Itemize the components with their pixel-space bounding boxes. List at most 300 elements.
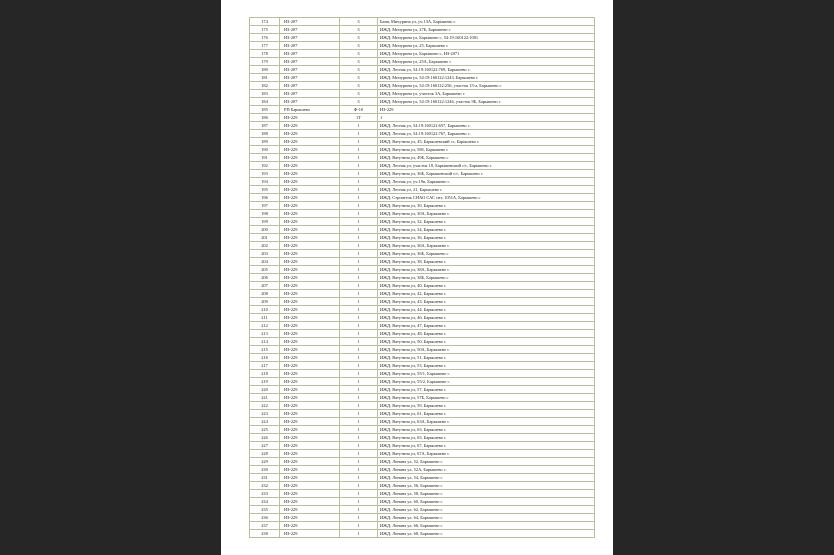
- section-cell: 1: [340, 210, 378, 218]
- section-cell: 3: [340, 18, 378, 26]
- table-row: [250, 154, 595, 162]
- table-row: [250, 210, 595, 218]
- feeder-cell: НЗ-229: [280, 426, 340, 434]
- section-cell: 3: [340, 74, 378, 82]
- row-number-cell: 176: [250, 34, 280, 42]
- row-number-cell: 219: [250, 378, 280, 386]
- feeder-cell: НЗ-229: [280, 354, 340, 362]
- table-row: [250, 394, 595, 402]
- address-cell: ИЖД, Ватутина ул, 50, Барышево с: [378, 338, 595, 346]
- feeder-cell: НЗ-229: [280, 346, 340, 354]
- address-cell: ИЖД, Ватутина ул, 55/1, Барышево с: [378, 370, 595, 378]
- feeder-cell: НЗ-229: [280, 122, 340, 130]
- table-row: [250, 258, 595, 266]
- section-cell: 1: [340, 306, 378, 314]
- feeder-cell: НЗ-229: [280, 506, 340, 514]
- feeder-cell: НЗ-229: [280, 114, 340, 122]
- table-row: [250, 314, 595, 322]
- row-number-cell: 193: [250, 170, 280, 178]
- feeder-cell: НЗ-229: [280, 274, 340, 282]
- table-row: [250, 170, 595, 178]
- data-table: [249, 17, 595, 538]
- table-row: [250, 274, 595, 282]
- table-row: [250, 114, 595, 122]
- address-cell: ИЖД, Мичурина ул, участок 3А, Барышево с: [378, 90, 595, 98]
- feeder-cell: НЗ-229: [280, 394, 340, 402]
- address-cell: ИЖД, Ватутина ул, 58б, Барышево с: [378, 146, 595, 154]
- address-cell: ИЖД, Ватутина ул, 34, Барышево с: [378, 226, 595, 234]
- row-number-cell: 229: [250, 458, 280, 466]
- table-row: [250, 122, 595, 130]
- section-cell: 1: [340, 130, 378, 138]
- table-row: [250, 362, 595, 370]
- address-cell: ИЖД, Ватутина ул, 63, Барышево с: [378, 426, 595, 434]
- row-number-cell: 174: [250, 18, 280, 26]
- feeder-cell: НЗ-229: [280, 386, 340, 394]
- address-cell: ИЖД, Ленина ул, 60, Барышево с: [378, 498, 595, 506]
- section-cell: 1: [340, 514, 378, 522]
- table-row: [250, 434, 595, 442]
- section-cell: 1: [340, 418, 378, 426]
- table-row: [250, 282, 595, 290]
- address-cell: ИЖД, Ватутина ул, 36А, Барышево с: [378, 242, 595, 250]
- table-row: [250, 418, 595, 426]
- address-cell: ИЖД, Ватутина ул, 57, Барышево с: [378, 386, 595, 394]
- table-row: [250, 194, 595, 202]
- row-number-cell: 203: [250, 250, 280, 258]
- feeder-cell: НЗ-207: [280, 66, 340, 74]
- table-row: [250, 370, 595, 378]
- feeder-cell: НЗ-207: [280, 26, 340, 34]
- section-cell: 3: [340, 26, 378, 34]
- address-cell: ИЖД, Ленина ул, 54, Барышево с: [378, 474, 595, 482]
- section-cell: 1: [340, 258, 378, 266]
- row-number-cell: 232: [250, 482, 280, 490]
- table-row: [250, 466, 595, 474]
- address-cell: ИЖД, Ватутина ул, 53, Барышево с: [378, 362, 595, 370]
- section-cell: 1: [340, 146, 378, 154]
- table-row: [250, 178, 595, 186]
- row-number-cell: 201: [250, 234, 280, 242]
- table-row: [250, 50, 595, 58]
- table-row: [250, 522, 595, 530]
- address-cell: ИЖД, Строитель СНАО САС снт, 1051А, Барышево с: [378, 194, 595, 202]
- feeder-cell: НЗ-229: [280, 138, 340, 146]
- address-cell: ИЖД, Ватутина ул, 67, Барышево с: [378, 442, 595, 450]
- table-row: [250, 338, 595, 346]
- table-row: [250, 266, 595, 274]
- section-cell: 1: [340, 298, 378, 306]
- section-cell: 3: [340, 98, 378, 106]
- feeder-cell: НЗ-207: [280, 50, 340, 58]
- row-number-cell: 236: [250, 514, 280, 522]
- row-number-cell: 206: [250, 274, 280, 282]
- table-row: [250, 458, 595, 466]
- section-cell: 1Т: [340, 114, 378, 122]
- address-cell: ИЖД, Ватутина ул, 57Б, Барышево с: [378, 394, 595, 402]
- address-cell: ИЖД, Ватутина ул, 48, Барышево с: [378, 330, 595, 338]
- section-cell: 1: [340, 434, 378, 442]
- table-row: [250, 442, 595, 450]
- section-cell: 1: [340, 226, 378, 234]
- table-row: [250, 298, 595, 306]
- row-number-cell: 182: [250, 82, 280, 90]
- section-cell: 1: [340, 346, 378, 354]
- table-row: [250, 530, 595, 538]
- table-row: [250, 322, 595, 330]
- address-cell: ИЖД, Мичурина ул, 54:19:160122:256, участок 15-а, Барышево с: [378, 82, 595, 90]
- table-row: [250, 146, 595, 154]
- section-cell: 1: [340, 426, 378, 434]
- section-cell: 1: [340, 218, 378, 226]
- section-cell: 1: [340, 162, 378, 170]
- feeder-cell: НЗ-229: [280, 458, 340, 466]
- address-cell: ИЖД, Ватутина ул, 67А, Барышево с: [378, 450, 595, 458]
- row-number-cell: 212: [250, 322, 280, 330]
- feeder-cell: НЗ-229: [280, 330, 340, 338]
- row-number-cell: 220: [250, 386, 280, 394]
- table-row: [250, 162, 595, 170]
- row-number-cell: 230: [250, 466, 280, 474]
- address-cell: ИЖД, Ватутина ул, 38Б, Барышево с: [378, 274, 595, 282]
- address-cell: ИЖД, Ватутина ул, 32, Барышево с: [378, 218, 595, 226]
- table-row: [250, 250, 595, 258]
- feeder-cell: НЗ-229: [280, 218, 340, 226]
- address-cell: ИЖД, Ленина ул, 56, Барышево с: [378, 482, 595, 490]
- feeder-cell: НЗ-207: [280, 34, 340, 42]
- address-cell: ИЖД, Ватутина ул, 30А, Барышево с: [378, 210, 595, 218]
- row-number-cell: 179: [250, 58, 280, 66]
- section-cell: 1: [340, 170, 378, 178]
- section-cell: 1: [340, 154, 378, 162]
- feeder-cell: НЗ-207: [280, 58, 340, 66]
- feeder-cell: НЗ-207: [280, 98, 340, 106]
- section-cell: 1: [340, 314, 378, 322]
- feeder-cell: НЗ-229: [280, 514, 340, 522]
- section-cell: 1: [340, 338, 378, 346]
- table-row: [250, 346, 595, 354]
- section-cell: 1: [340, 522, 378, 530]
- row-number-cell: 221: [250, 394, 280, 402]
- feeder-cell: НЗ-229: [280, 466, 340, 474]
- section-cell: 3: [340, 58, 378, 66]
- section-cell: 1: [340, 474, 378, 482]
- feeder-cell: НЗ-229: [280, 418, 340, 426]
- row-number-cell: 237: [250, 522, 280, 530]
- row-number-cell: 215: [250, 346, 280, 354]
- row-number-cell: 208: [250, 290, 280, 298]
- address-cell: ИЖД, Ленина ул, 64, Барышево с: [378, 514, 595, 522]
- table-row: [250, 74, 595, 82]
- address-cell: ИЖД, Ленина ул, 68, Барышево с: [378, 530, 595, 538]
- feeder-cell: НЗ-229: [280, 146, 340, 154]
- address-cell: ИЖД, Ватутина ул, 45, Барышевский сс, Барышево с: [378, 138, 595, 146]
- address-cell: ИЖД, Лесная ул, участок 18, Барышевский с/с, Барышево с: [378, 162, 595, 170]
- section-cell: 3: [340, 42, 378, 50]
- address-cell: ИЖД, Ватутина ул, 46, Барышево с: [378, 314, 595, 322]
- row-number-cell: 235: [250, 506, 280, 514]
- row-number-cell: 194: [250, 178, 280, 186]
- row-number-cell: 228: [250, 450, 280, 458]
- section-cell: 1: [340, 138, 378, 146]
- address-cell: ИЖД, Ватутина ул, 51, Барышево с: [378, 354, 595, 362]
- section-cell: 1: [340, 242, 378, 250]
- section-cell: 1: [340, 386, 378, 394]
- table-row: [250, 98, 595, 106]
- table-row: [250, 106, 595, 114]
- feeder-cell: НЗ-229: [280, 290, 340, 298]
- address-cell: ИЖД, Ватутина ул, 43, Барышево с: [378, 298, 595, 306]
- row-number-cell: 226: [250, 434, 280, 442]
- feeder-cell: НЗ-207: [280, 42, 340, 50]
- table-row: [250, 18, 595, 26]
- address-cell: ИЖД, Ватутина ул, 30, Барышево с: [378, 202, 595, 210]
- table-row: [250, 514, 595, 522]
- feeder-cell: НЗ-229: [280, 450, 340, 458]
- address-cell: ИЖД, Ленина ул, 66, Барышево с: [378, 522, 595, 530]
- section-cell: 1: [340, 410, 378, 418]
- feeder-cell: НЗ-229: [280, 170, 340, 178]
- feeder-cell: НЗ-229: [280, 410, 340, 418]
- table-row: [250, 402, 595, 410]
- feeder-cell: НЗ-229: [280, 474, 340, 482]
- address-cell: ИЖД, Лесная ул, уч.19в, Барышево с: [378, 178, 595, 186]
- section-cell: 1: [340, 186, 378, 194]
- feeder-cell: НЗ-229: [280, 322, 340, 330]
- address-cell: ИЖД, Ватутина ул, 40, Барышево с: [378, 282, 595, 290]
- address-cell: ИЖД, Ватутина ул, 36Б, Барышево с: [378, 250, 595, 258]
- feeder-cell: НЗ-229: [280, 194, 340, 202]
- feeder-cell: НЗ-229: [280, 154, 340, 162]
- table-row: [250, 290, 595, 298]
- section-cell: 3: [340, 90, 378, 98]
- row-number-cell: 198: [250, 210, 280, 218]
- table-row: [250, 42, 595, 50]
- address-cell: ИЖД, Ватутина ул, 42, Барышево с: [378, 290, 595, 298]
- feeder-cell: НЗ-229: [280, 282, 340, 290]
- feeder-cell: НЗ-229: [280, 530, 340, 538]
- table-row: [250, 234, 595, 242]
- row-number-cell: 185: [250, 106, 280, 114]
- row-number-cell: 225: [250, 426, 280, 434]
- row-number-cell: 199: [250, 218, 280, 226]
- table-row: [250, 426, 595, 434]
- section-cell: 1: [340, 194, 378, 202]
- section-cell: 1: [340, 322, 378, 330]
- feeder-cell: НЗ-229: [280, 202, 340, 210]
- row-number-cell: 181: [250, 74, 280, 82]
- row-number-cell: 177: [250, 42, 280, 50]
- address-cell: ИЖД, Лесная ул, 54:19:160122:769, Барышево с: [378, 66, 595, 74]
- section-cell: 3: [340, 50, 378, 58]
- row-number-cell: 209: [250, 298, 280, 306]
- table-row: [250, 450, 595, 458]
- section-cell: 3: [340, 66, 378, 74]
- address-cell: ИЖД, Ватутина ул, 38, Барышево с: [378, 258, 595, 266]
- feeder-cell: НЗ-229: [280, 498, 340, 506]
- table-row: [250, 34, 595, 42]
- feeder-cell: НЗ-229: [280, 130, 340, 138]
- row-number-cell: 200: [250, 226, 280, 234]
- address-cell: Баня, Мичурина ул, уч.13А, Барышево с: [378, 18, 595, 26]
- address-cell: ИЖД, Лесная ул, 21, Барышево с: [378, 186, 595, 194]
- table-row: [250, 66, 595, 74]
- address-cell: ИЖД, Мичурина ул, 25А, Барышево с: [378, 58, 595, 66]
- table-row: [250, 410, 595, 418]
- table-row: [250, 378, 595, 386]
- section-cell: Ф-10: [340, 106, 378, 114]
- section-cell: 1: [340, 234, 378, 242]
- address-cell: ИЖД, Мичурина ул, Барышево с, НЗ-2071: [378, 50, 595, 58]
- feeder-cell: НЗ-229: [280, 234, 340, 242]
- feeder-cell: НЗ-207: [280, 90, 340, 98]
- address-cell: 1: [378, 114, 595, 122]
- address-cell: ИЖД, Ленина ул, 52А, Барышево с: [378, 466, 595, 474]
- feeder-cell: НЗ-229: [280, 210, 340, 218]
- address-cell: ИЖД, Ватутина ул, 49Б, Барышево с: [378, 154, 595, 162]
- table-row: [250, 26, 595, 34]
- section-cell: 1: [340, 290, 378, 298]
- table-row: [250, 186, 595, 194]
- section-cell: 1: [340, 354, 378, 362]
- address-cell: ИЖД, Мичурина ул, 54:19:160122:1243, Барышево с: [378, 74, 595, 82]
- row-number-cell: 227: [250, 442, 280, 450]
- row-number-cell: 187: [250, 122, 280, 130]
- row-number-cell: 183: [250, 90, 280, 98]
- section-cell: 1: [340, 178, 378, 186]
- feeder-cell: НЗ-229: [280, 162, 340, 170]
- feeder-cell: НЗ-229: [280, 442, 340, 450]
- feeder-cell: РП Барышево: [280, 106, 340, 114]
- section-cell: 1: [340, 250, 378, 258]
- feeder-cell: НЗ-229: [280, 490, 340, 498]
- table-row: [250, 330, 595, 338]
- row-number-cell: 197: [250, 202, 280, 210]
- row-number-cell: 217: [250, 362, 280, 370]
- row-number-cell: 178: [250, 50, 280, 58]
- row-number-cell: 191: [250, 154, 280, 162]
- table-row: [250, 58, 595, 66]
- table-row: [250, 306, 595, 314]
- section-cell: 1: [340, 282, 378, 290]
- address-cell: ИЖД, Ватутина ул, 61, Барышево с: [378, 410, 595, 418]
- row-number-cell: 234: [250, 498, 280, 506]
- table-row: [250, 490, 595, 498]
- row-number-cell: 210: [250, 306, 280, 314]
- row-number-cell: 186: [250, 114, 280, 122]
- table-row: [250, 474, 595, 482]
- feeder-cell: НЗ-229: [280, 250, 340, 258]
- row-number-cell: 190: [250, 146, 280, 154]
- row-number-cell: 204: [250, 258, 280, 266]
- row-number-cell: 222: [250, 402, 280, 410]
- address-cell: ИЖД, Ватутина ул, 55/2, Барышево с: [378, 378, 595, 386]
- feeder-cell: НЗ-229: [280, 298, 340, 306]
- section-cell: 1: [340, 330, 378, 338]
- address-cell: ИЖД, Ватутина ул, 36Б, Барышевский с/с, Барышево с: [378, 170, 595, 178]
- section-cell: 1: [340, 458, 378, 466]
- feeder-cell: НЗ-229: [280, 434, 340, 442]
- section-cell: 1: [340, 466, 378, 474]
- table-row: [250, 218, 595, 226]
- row-number-cell: 211: [250, 314, 280, 322]
- feeder-cell: НЗ-229: [280, 482, 340, 490]
- table-row: [250, 130, 595, 138]
- feeder-cell: НЗ-229: [280, 338, 340, 346]
- row-number-cell: 202: [250, 242, 280, 250]
- row-number-cell: 214: [250, 338, 280, 346]
- row-number-cell: 213: [250, 330, 280, 338]
- section-cell: 1: [340, 378, 378, 386]
- feeder-cell: НЗ-229: [280, 226, 340, 234]
- row-number-cell: 195: [250, 186, 280, 194]
- section-cell: 1: [340, 490, 378, 498]
- feeder-cell: НЗ-207: [280, 82, 340, 90]
- table-row: [250, 90, 595, 98]
- feeder-cell: НЗ-229: [280, 266, 340, 274]
- row-number-cell: 218: [250, 370, 280, 378]
- row-number-cell: 184: [250, 98, 280, 106]
- address-cell: ИЖД, Ватутина ул, 59, Барышево с: [378, 402, 595, 410]
- row-number-cell: 192: [250, 162, 280, 170]
- section-cell: 1: [340, 402, 378, 410]
- address-cell: НЗ-229: [378, 106, 595, 114]
- address-cell: ИЖД, Мичурина ул, Барышево с, 54:19:160122:1001: [378, 34, 595, 42]
- table-body: [250, 18, 595, 538]
- row-number-cell: 231: [250, 474, 280, 482]
- section-cell: 3: [340, 34, 378, 42]
- feeder-cell: НЗ-229: [280, 314, 340, 322]
- feeder-cell: НЗ-229: [280, 306, 340, 314]
- address-cell: ИЖД, Ватутина ул, 44, Барышево с: [378, 306, 595, 314]
- address-cell: ИЖД, Ватутина ул, 38А, Барышево с: [378, 266, 595, 274]
- address-cell: ИЖД, Ватутина ул, 47, Барышево с: [378, 322, 595, 330]
- document-page: [221, 0, 613, 555]
- feeder-cell: НЗ-229: [280, 378, 340, 386]
- section-cell: 1: [340, 482, 378, 490]
- row-number-cell: 238: [250, 530, 280, 538]
- section-cell: 1: [340, 362, 378, 370]
- feeder-cell: НЗ-229: [280, 178, 340, 186]
- address-cell: ИЖД, Лесная ул, 54:19:160122:767, Барышево с: [378, 130, 595, 138]
- row-number-cell: 224: [250, 418, 280, 426]
- address-cell: ИЖД, Мичурина ул, 54:19:160122:1246, участок 9Б, Барышево с: [378, 98, 595, 106]
- section-cell: 3: [340, 82, 378, 90]
- feeder-cell: НЗ-229: [280, 242, 340, 250]
- feeder-cell: НЗ-207: [280, 74, 340, 82]
- table-row: [250, 242, 595, 250]
- section-cell: 1: [340, 506, 378, 514]
- table-row: [250, 354, 595, 362]
- section-cell: 1: [340, 498, 378, 506]
- address-cell: ИЖД, Ватутина ул, 36, Барышево с: [378, 234, 595, 242]
- address-cell: ИЖД, Лесная ул, 54:19:160122:657, Барышево с: [378, 122, 595, 130]
- address-cell: ИЖД, Ленина ул, 58, Барышево с: [378, 490, 595, 498]
- address-cell: ИЖД, Ленина ул, 62, Барышево с: [378, 506, 595, 514]
- row-number-cell: 233: [250, 490, 280, 498]
- section-cell: 1: [340, 266, 378, 274]
- row-number-cell: 216: [250, 354, 280, 362]
- row-number-cell: 189: [250, 138, 280, 146]
- table-row: [250, 138, 595, 146]
- row-number-cell: 180: [250, 66, 280, 74]
- row-number-cell: 175: [250, 26, 280, 34]
- table-row: [250, 482, 595, 490]
- table-row: [250, 386, 595, 394]
- feeder-cell: НЗ-229: [280, 402, 340, 410]
- row-number-cell: 196: [250, 194, 280, 202]
- feeder-cell: НЗ-229: [280, 258, 340, 266]
